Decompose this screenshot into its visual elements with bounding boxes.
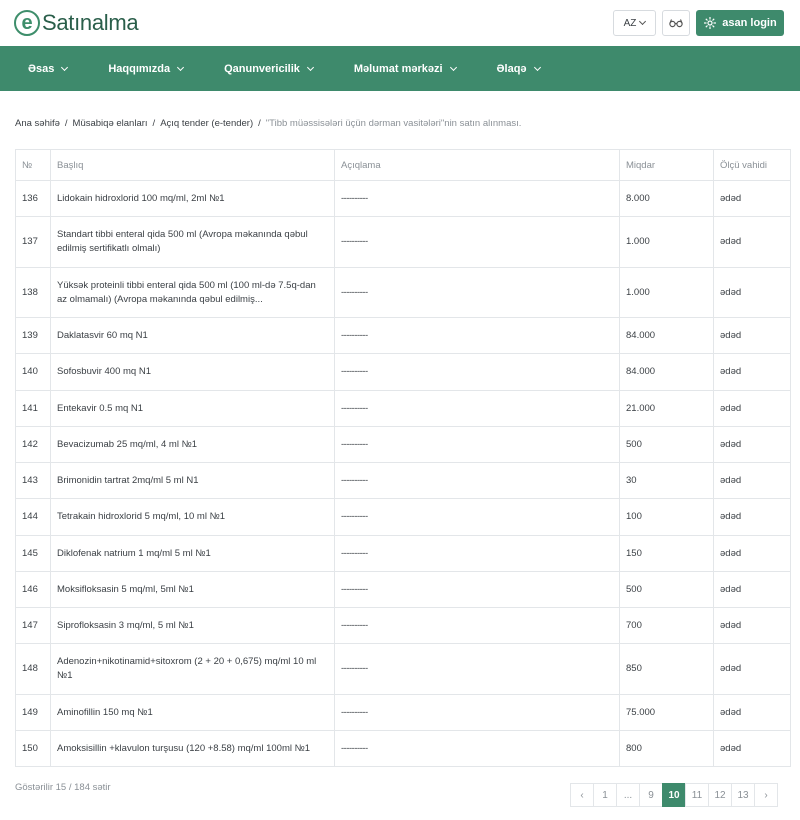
column-header-number: № xyxy=(16,150,51,181)
cell-number: 138 xyxy=(16,268,51,318)
cell-title: Brimonidin tartrat 2mq/ml 5 ml N1 xyxy=(51,463,335,499)
cell-unit: ədəd xyxy=(714,608,791,644)
table-row[interactable] xyxy=(16,268,791,318)
cell-number: 145 xyxy=(16,536,51,572)
cell-description: ---------- xyxy=(335,354,620,391)
cell-quantity: 500 xyxy=(620,427,714,463)
cell-title: Sofosbuvir 400 mq N1 xyxy=(51,354,335,391)
cell-number: 148 xyxy=(16,644,51,695)
table-row[interactable] xyxy=(16,608,791,644)
column-header-description: Açıqlama xyxy=(335,150,620,181)
pagination xyxy=(571,783,778,807)
cell-number: 147 xyxy=(16,608,51,644)
cell-title: Amoksisillin +klavulon turşusu (120 +8.58) mq/ml 100ml №1 xyxy=(51,731,335,767)
items-table xyxy=(15,149,791,767)
cell-quantity: 800 xyxy=(620,731,714,767)
cell-title: Standart tibbi enteral qida 500 ml (Avropa məkanında qəbul edilmiş sertifikatlı olmalı) xyxy=(51,217,335,268)
cell-unit: ədəd xyxy=(714,536,791,572)
cell-number: 144 xyxy=(16,499,51,536)
cell-unit: ədəd xyxy=(714,181,791,217)
breadcrumb-separator: / xyxy=(64,118,68,129)
cell-description: ---------- xyxy=(335,695,620,731)
breadcrumb-separator: / xyxy=(258,118,261,129)
site-logo[interactable] xyxy=(14,10,138,36)
breadcrumb-current: "Tibb müəssisələri üçün dərman vasitələri"nin satın alınması. xyxy=(265,118,522,129)
accessibility-button[interactable] xyxy=(662,10,690,36)
table-row[interactable] xyxy=(16,644,791,695)
showing-count: Göstərilir 15 / 184 sətir xyxy=(15,782,111,793)
chevron-down-icon xyxy=(307,63,314,70)
breadcrumb-home[interactable]: Ana səhifə xyxy=(15,118,60,129)
pagination-next-button[interactable]: › xyxy=(754,783,778,807)
cell-number: 146 xyxy=(16,572,51,608)
table-row[interactable] xyxy=(16,572,791,608)
cell-quantity: 500 xyxy=(620,572,714,608)
cell-title: Entekavir 0.5 mq N1 xyxy=(51,391,335,427)
table-row[interactable] xyxy=(16,318,791,354)
breadcrumb-tenders[interactable]: Müsabiqə elanları xyxy=(72,118,148,129)
cell-number: 150 xyxy=(16,731,51,767)
asan-login-icon xyxy=(703,16,717,30)
cell-unit: ədəd xyxy=(714,463,791,499)
chevron-down-icon xyxy=(534,63,541,70)
cell-description: ---------- xyxy=(335,427,620,463)
cell-title: Tetrakain hidroxlorid 5 mq/ml, 10 ml №1 xyxy=(51,499,335,536)
nav-item-esas[interactable] xyxy=(28,63,67,75)
table-row[interactable] xyxy=(16,731,791,767)
language-select[interactable] xyxy=(613,10,656,36)
header-actions xyxy=(613,10,784,36)
cell-description: ---------- xyxy=(335,608,620,644)
items-table-wrapper xyxy=(15,149,790,767)
cell-quantity: 1.000 xyxy=(620,217,714,268)
pagination-page-10-active[interactable]: 10 xyxy=(662,783,686,807)
cell-unit: ədəd xyxy=(714,499,791,536)
cell-quantity: 75.000 xyxy=(620,695,714,731)
nav-item-label: Haqqımızda xyxy=(108,62,171,75)
chevron-down-icon xyxy=(177,63,184,70)
asan-login-button[interactable] xyxy=(696,10,784,36)
language-value: AZ xyxy=(623,17,637,29)
table-row[interactable] xyxy=(16,463,791,499)
cell-unit: ədəd xyxy=(714,268,791,318)
pagination-page-9[interactable]: 9 xyxy=(639,783,663,807)
nav-item-elaqe[interactable] xyxy=(497,63,540,75)
column-header-unit: Ölçü vahidi xyxy=(714,150,791,181)
cell-unit: ədəd xyxy=(714,427,791,463)
cell-description: ---------- xyxy=(335,318,620,354)
cell-quantity: 8.000 xyxy=(620,181,714,217)
cell-number: 142 xyxy=(16,427,51,463)
pagination-page-11[interactable]: 11 xyxy=(685,783,709,807)
cell-unit: ədəd xyxy=(714,391,791,427)
column-header-title: Başlıq xyxy=(51,150,335,181)
logo-e-mark: e xyxy=(14,10,40,36)
cell-description: ---------- xyxy=(335,731,620,767)
nav-item-haqqimizda[interactable] xyxy=(108,63,183,75)
chevron-down-icon xyxy=(450,63,457,70)
cell-description: ---------- xyxy=(335,463,620,499)
cell-number: 149 xyxy=(16,695,51,731)
cell-quantity: 1.000 xyxy=(620,268,714,318)
cell-number: 143 xyxy=(16,463,51,499)
cell-description: ---------- xyxy=(335,536,620,572)
table-row[interactable] xyxy=(16,217,791,268)
cell-description: ---------- xyxy=(335,217,620,268)
nav-item-label: Əlaqə xyxy=(496,62,527,75)
main-nav xyxy=(0,46,800,91)
pagination-page-13[interactable]: 13 xyxy=(731,783,755,807)
cell-quantity: 30 xyxy=(620,463,714,499)
table-row[interactable] xyxy=(16,354,791,391)
cell-number: 140 xyxy=(16,354,51,391)
cell-quantity: 100 xyxy=(620,499,714,536)
cell-unit: ədəd xyxy=(714,217,791,268)
cell-title: Aminofillin 150 mq №1 xyxy=(51,695,335,731)
cell-title: Adenozin+nikotinamid+sitoxrom (2 + 20 + 0,675) mq/ml 10 ml №1 xyxy=(51,644,335,695)
cell-unit: ədəd xyxy=(714,731,791,767)
chevron-down-icon xyxy=(61,63,68,70)
table-row[interactable] xyxy=(16,536,791,572)
cell-description: ---------- xyxy=(335,391,620,427)
cell-title: Siprofloksasin 3 mq/ml, 5 ml №1 xyxy=(51,608,335,644)
cell-description: ---------- xyxy=(335,572,620,608)
breadcrumb-separator: / xyxy=(152,118,156,129)
table-row[interactable] xyxy=(16,499,791,536)
cell-title: Yüksək proteinli tibbi enteral qida 500 ml (100 ml-də 7.5q-dan az olmamalı) (Avropa məkanında qəbul edilmiş... xyxy=(51,268,335,318)
nav-item-label: Əsas xyxy=(28,62,55,75)
nav-item-qanunvericilik[interactable] xyxy=(224,63,313,75)
nav-item-label: Qanunvericilik xyxy=(224,62,300,75)
logo-text: Satınalma xyxy=(42,10,139,35)
cell-quantity: 84.000 xyxy=(620,318,714,354)
nav-item-melumat-merkezi[interactable] xyxy=(354,63,456,75)
cell-title: Lidokain hidroxlorid 100 mq/ml, 2ml №1 xyxy=(51,181,335,217)
table-row[interactable] xyxy=(16,181,791,217)
glasses-icon xyxy=(669,18,683,28)
cell-number: 137 xyxy=(16,217,51,268)
table-row[interactable] xyxy=(16,391,791,427)
cell-title: Moksifloksasin 5 mq/ml, 5ml №1 xyxy=(51,572,335,608)
table-header-row xyxy=(16,150,791,181)
cell-quantity: 84.000 xyxy=(620,354,714,391)
cell-title: Diklofenak natrium 1 mq/ml 5 ml №1 xyxy=(51,536,335,572)
asan-login-label: asan login xyxy=(722,17,777,29)
breadcrumb xyxy=(15,118,521,129)
cell-unit: ədəd xyxy=(714,318,791,354)
table-row[interactable] xyxy=(16,695,791,731)
cell-number: 136 xyxy=(16,181,51,217)
cell-quantity: 21.000 xyxy=(620,391,714,427)
chevron-down-icon xyxy=(639,18,646,25)
cell-unit: ədəd xyxy=(714,644,791,695)
pagination-ellipsis: ... xyxy=(616,783,640,807)
cell-description: ---------- xyxy=(335,268,620,318)
table-row[interactable] xyxy=(16,427,791,463)
cell-title: Daklatasvir 60 mq N1 xyxy=(51,318,335,354)
cell-quantity: 150 xyxy=(620,536,714,572)
cell-number: 141 xyxy=(16,391,51,427)
cell-description: ---------- xyxy=(335,499,620,536)
cell-unit: ədəd xyxy=(714,695,791,731)
cell-unit: ədəd xyxy=(714,572,791,608)
pagination-prev-button[interactable]: ‹ xyxy=(570,783,594,807)
cell-description: ---------- xyxy=(335,181,620,217)
cell-description: ---------- xyxy=(335,644,620,695)
cell-unit: ədəd xyxy=(714,354,791,391)
pagination-page-1[interactable]: 1 xyxy=(593,783,617,807)
pagination-page-12[interactable]: 12 xyxy=(708,783,732,807)
cell-quantity: 700 xyxy=(620,608,714,644)
breadcrumb-open-tender[interactable]: Açıq tender (e-tender) xyxy=(160,118,254,129)
cell-quantity: 850 xyxy=(620,644,714,695)
column-header-quantity: Miqdar xyxy=(620,150,714,181)
cell-title: Bevacizumab 25 mq/ml, 4 ml №1 xyxy=(51,427,335,463)
nav-item-label: Məlumat mərkəzi xyxy=(353,62,443,75)
top-header xyxy=(0,0,800,46)
cell-number: 139 xyxy=(16,318,51,354)
